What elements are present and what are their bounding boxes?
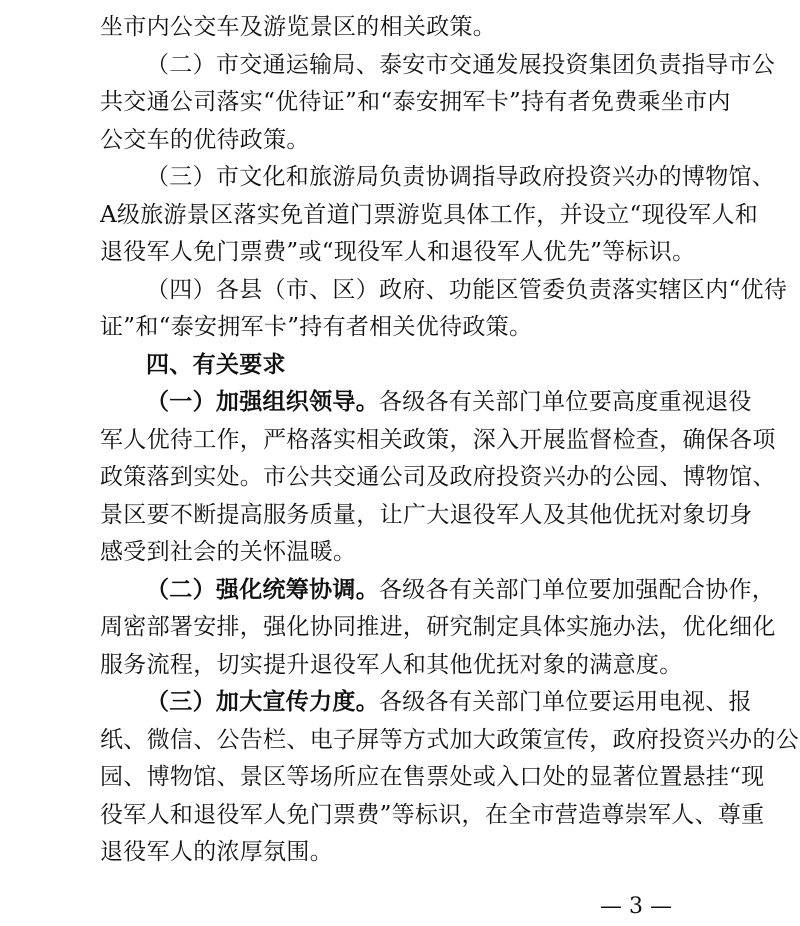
body-line: 景区要不断提高服务质量，让广大退役军人及其他优抚对象切身 — [100, 501, 753, 528]
body-line — [146, 573, 776, 607]
body-line: 役军人和退役军人免门票费”等标识，在全市营造尊崇军人、尊重 — [100, 801, 765, 828]
body-line: 军人优待工作，严格落实相关政策，深入开展监督检查，确保各项 — [100, 426, 776, 453]
body-line: 纸、微信、公告栏、电子屏等方式加大政策宣传，政府投资兴办的公 — [100, 726, 799, 753]
body-line: 周密部署安排，强化协同推进，研究制定具体实施办法，优化细化 — [100, 614, 776, 640]
body-line: 退役军人的浓厚氛围。 — [100, 839, 333, 865]
body-line: （四）各县（市、区）政府、功能区管委负责落实辖区内“优待 — [146, 276, 788, 303]
body-line: 感受到社会的关怀温暖。 — [100, 539, 357, 565]
item-lead: （一）加强组织领导。 — [146, 388, 379, 415]
item-lead: （三）加大宣传力度。 — [146, 688, 379, 715]
body-line: 退役军人免门票费”或“现役军人和退役军人优先”等标识。 — [100, 239, 696, 265]
body-line: 坐市内公交车及游览景区的相关政策。 — [100, 14, 497, 40]
body-line — [146, 685, 752, 719]
body-line: A级旅游景区落实免首道门票游览具体工作，并设立“现役军人和 — [100, 201, 759, 228]
item-text: 各级各有关部门单位要高度重视退役 — [379, 389, 752, 415]
body-line: 共交通公司落实“优待证”和“泰安拥军卡”持有者免费乘坐市内 — [100, 89, 731, 115]
body-line: 政策落到实处。市公共交通公司及政府投资兴办的公园、博物馆、 — [100, 464, 776, 490]
body-line: 园、博物馆、景区等场所应在售票处或入口处的显著位置悬挂“现 — [100, 764, 765, 790]
body-line: （二）市交通运输局、泰安市交通发展投资集团负责指导市公 — [146, 51, 776, 78]
item-text: 各级各有关部门单位要加强配合协作， — [379, 576, 776, 603]
body-line: 证”和“泰安拥军卡”持有者相关优待政策。 — [100, 314, 533, 340]
item-text: 各级各有关部门单位要运用电视、报 — [379, 689, 752, 715]
page-number: — 3 — — [600, 894, 672, 919]
body-line: （三）市文化和旅游局负责协调指导政府投资兴办的博物馆、 — [146, 164, 776, 190]
body-line: 公交车的优待政策。 — [100, 126, 310, 153]
section-heading: 四、有关要求 — [146, 351, 286, 378]
body-line — [146, 385, 752, 419]
item-lead: （二）强化统筹协调。 — [146, 575, 379, 603]
body-line: 服务流程，切实提升退役军人和其他优抚对象的满意度。 — [100, 651, 683, 678]
